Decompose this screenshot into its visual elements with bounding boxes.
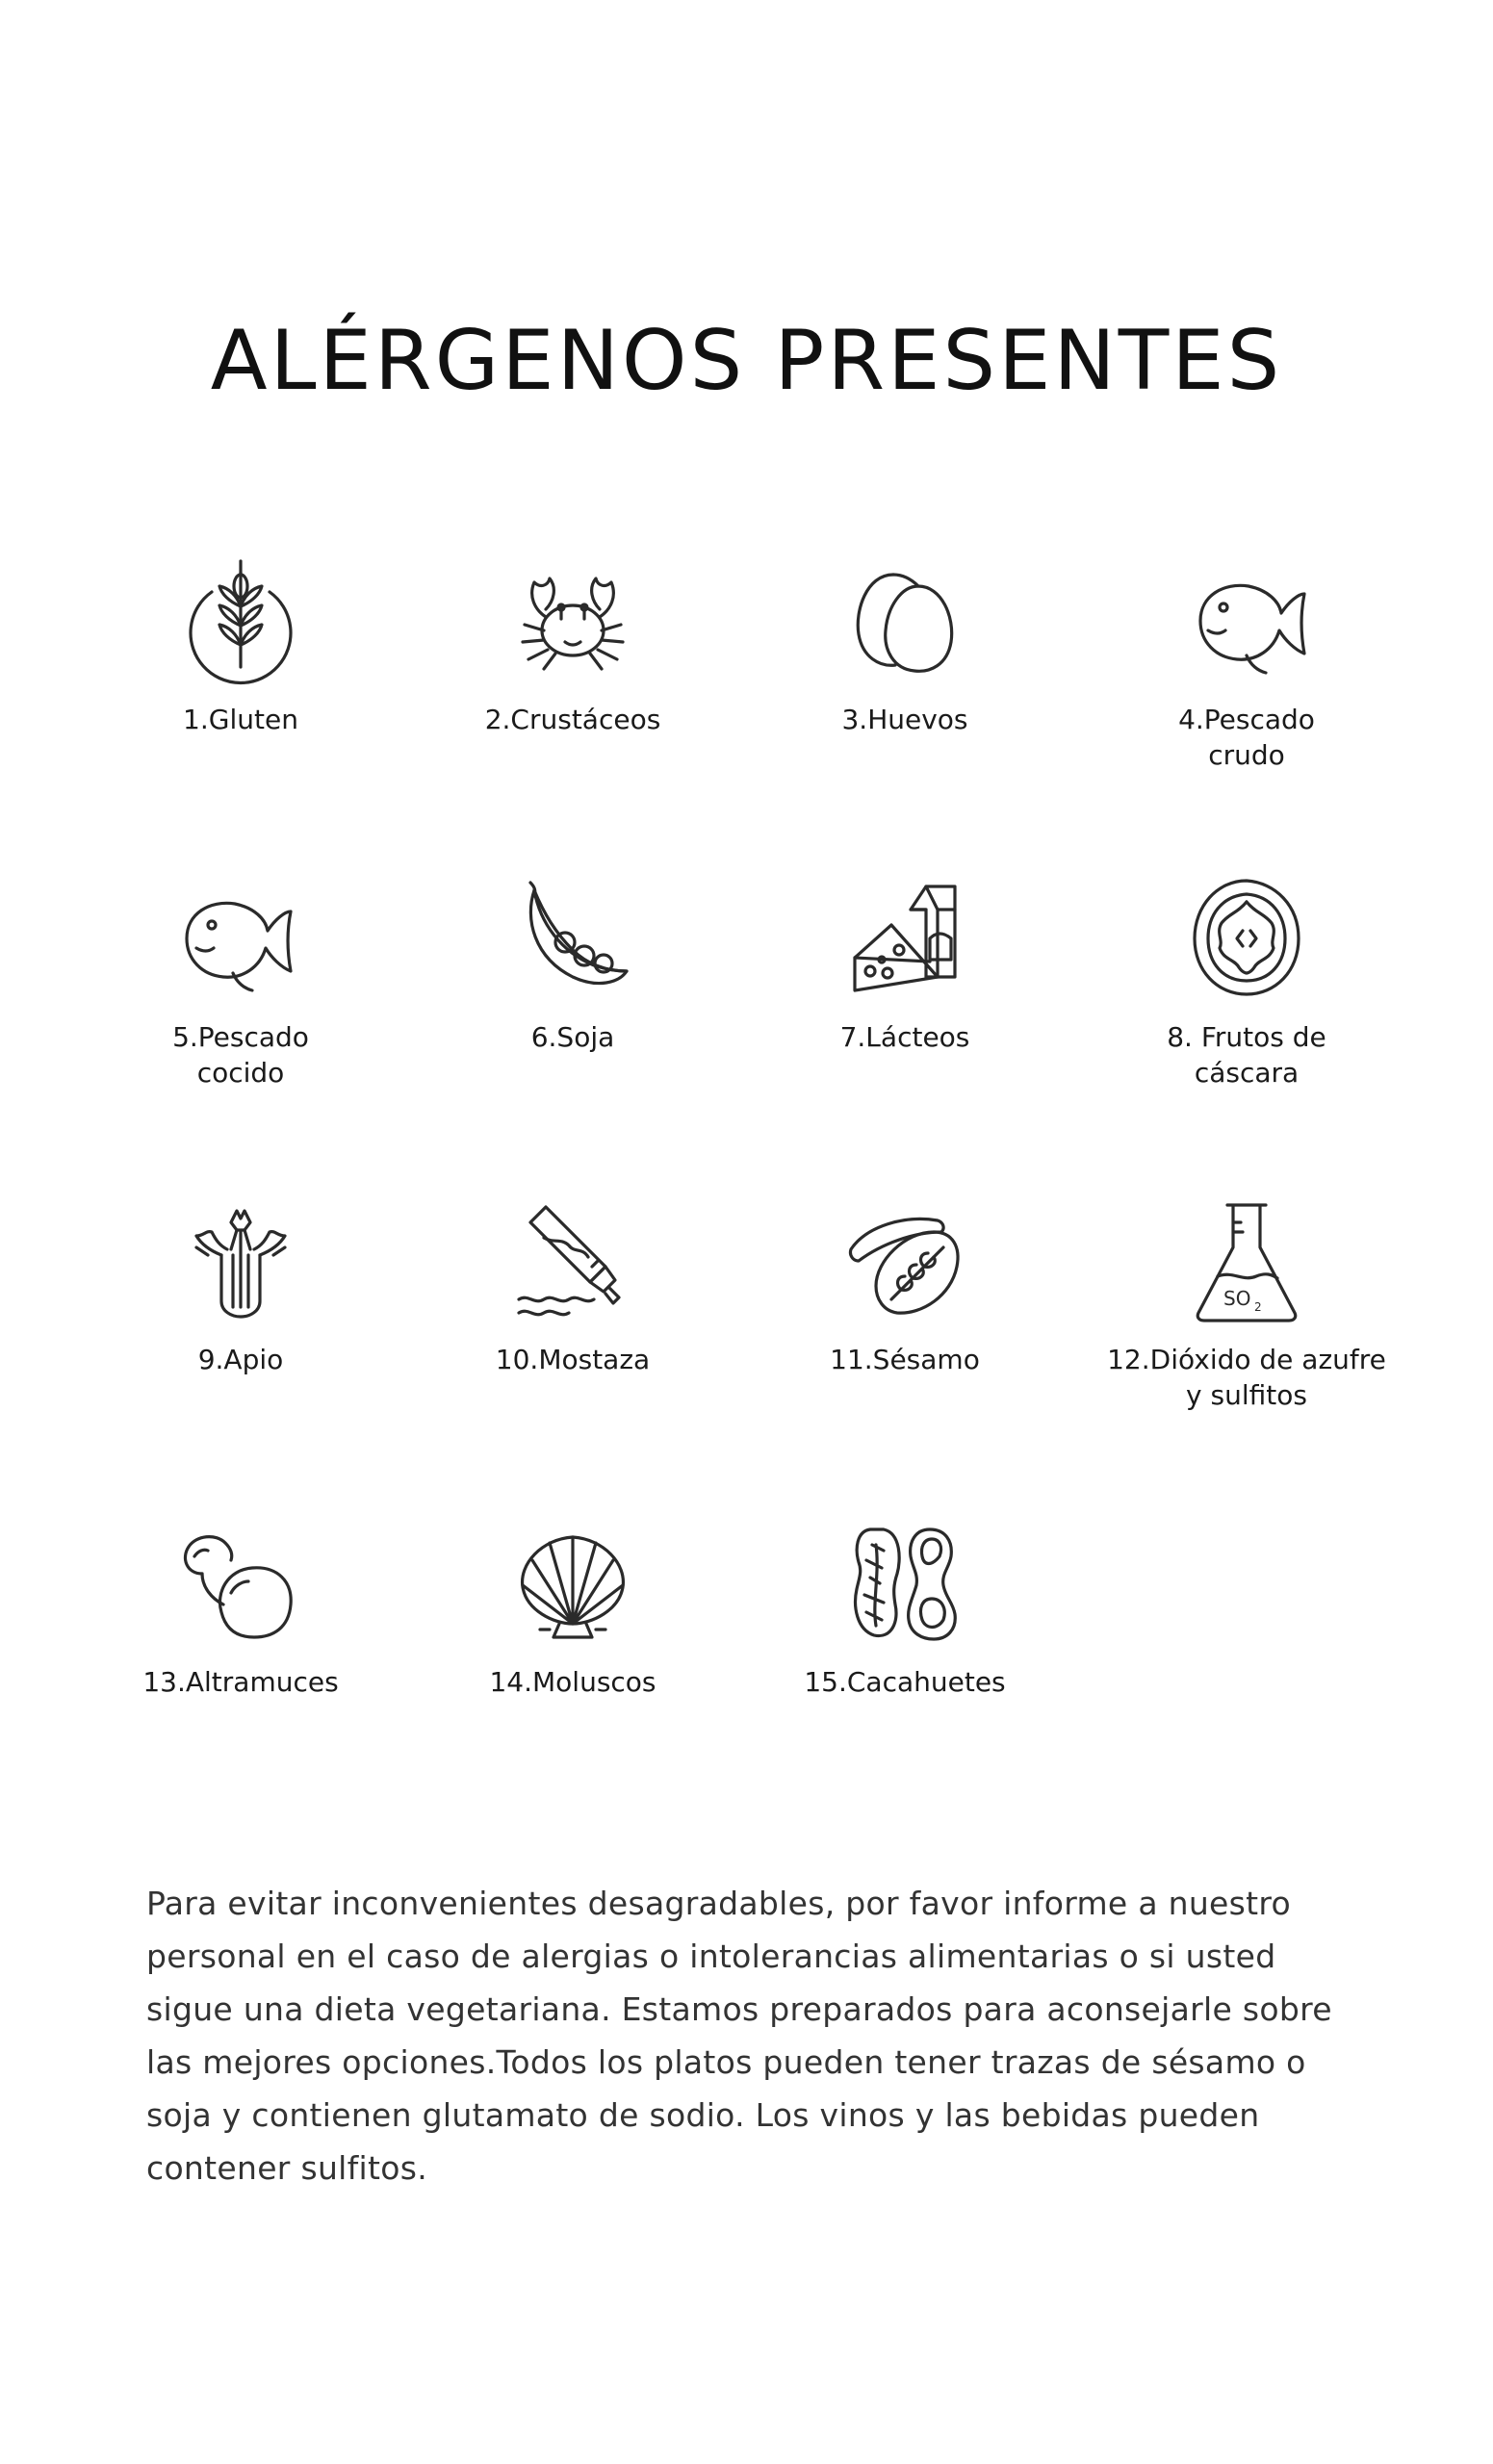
allergen-label: 15.Cacahuetes [804, 1666, 1006, 1698]
allergen-label: 4.Pescado crudo [1178, 704, 1315, 771]
allergen-item-celery [87, 1194, 395, 1377]
allergen-label: 1.Gluten [183, 704, 298, 735]
allergen-item-crustaceans [419, 553, 727, 737]
allergen-item-cooked-fish [87, 871, 395, 1091]
allergen-item-sesame [751, 1194, 1059, 1377]
allergen-label: 6.Soja [530, 1021, 615, 1053]
allergen-item-peanuts [751, 1516, 1059, 1700]
allergen-label: 10.Mostaza [495, 1344, 651, 1375]
allergen-item-molluscs [419, 1516, 727, 1700]
walnut-icon [1179, 871, 1314, 1006]
allergen-label: 12.Dióxido de azufre y sulfitos [1107, 1344, 1386, 1411]
allergen-item-tree-nuts [1093, 871, 1401, 1091]
allergen-item-lupin [87, 1516, 395, 1700]
allergen-label: 11.Sésamo [830, 1344, 980, 1375]
allergen-item-raw-fish [1093, 553, 1401, 773]
allergen-item-soy [419, 871, 727, 1055]
allergy-disclaimer: Para evitar inconvenientes desagradables, por favor informe a nuestro personal en el caso de alergias o intolerancias alimentarias o si usted sigue una dieta vegetariana. Estamos preparados para aconsejarle sobre las mejores opciones.Todos los platos pueden tener trazas de sésamo o soja y contienen glutamato de sodio. Los vinos y las bebidas pueden contener sulfitos. [146, 1885, 1332, 2187]
allergen-item-dairy [751, 871, 1059, 1055]
celery-icon [173, 1194, 308, 1328]
allergen-label: 8. Frutos de cáscara [1167, 1021, 1326, 1089]
allergen-label: 9.Apio [197, 1344, 284, 1375]
allergen-item-sulphites [1093, 1194, 1401, 1413]
sesame-icon [837, 1194, 972, 1328]
allergen-label: 5.Pescado cocido [172, 1021, 309, 1089]
page-title: ALÉRGENOS PRESENTES [210, 313, 1283, 409]
soy-pod-icon [505, 871, 640, 1006]
allergen-item-mustard [419, 1194, 727, 1377]
peanut-icon [837, 1516, 972, 1651]
allergen-label: 2.Crustáceos [484, 704, 661, 735]
allergen-label: 14.Moluscos [489, 1666, 656, 1698]
eggs-icon [837, 553, 972, 688]
lupin-icon [173, 1516, 308, 1651]
so2-subscript: 2 [1254, 1300, 1262, 1314]
flask-so2-icon [1179, 1194, 1314, 1328]
allergen-label: 3.Huevos [841, 704, 968, 735]
allergen-item-eggs [751, 553, 1059, 737]
crab-icon [505, 553, 640, 688]
fish-icon [173, 871, 308, 1006]
allergen-label: 7.Lácteos [839, 1021, 970, 1053]
mustard-icon [505, 1194, 640, 1328]
fish-icon [1179, 553, 1314, 688]
shell-icon [505, 1516, 640, 1651]
so2-formula: SO [1223, 1287, 1251, 1310]
allergen-item-gluten [87, 553, 395, 737]
wheat-icon [173, 553, 308, 688]
allergen-label: 13.Altramuces [142, 1666, 339, 1698]
dairy-icon [837, 871, 972, 1006]
